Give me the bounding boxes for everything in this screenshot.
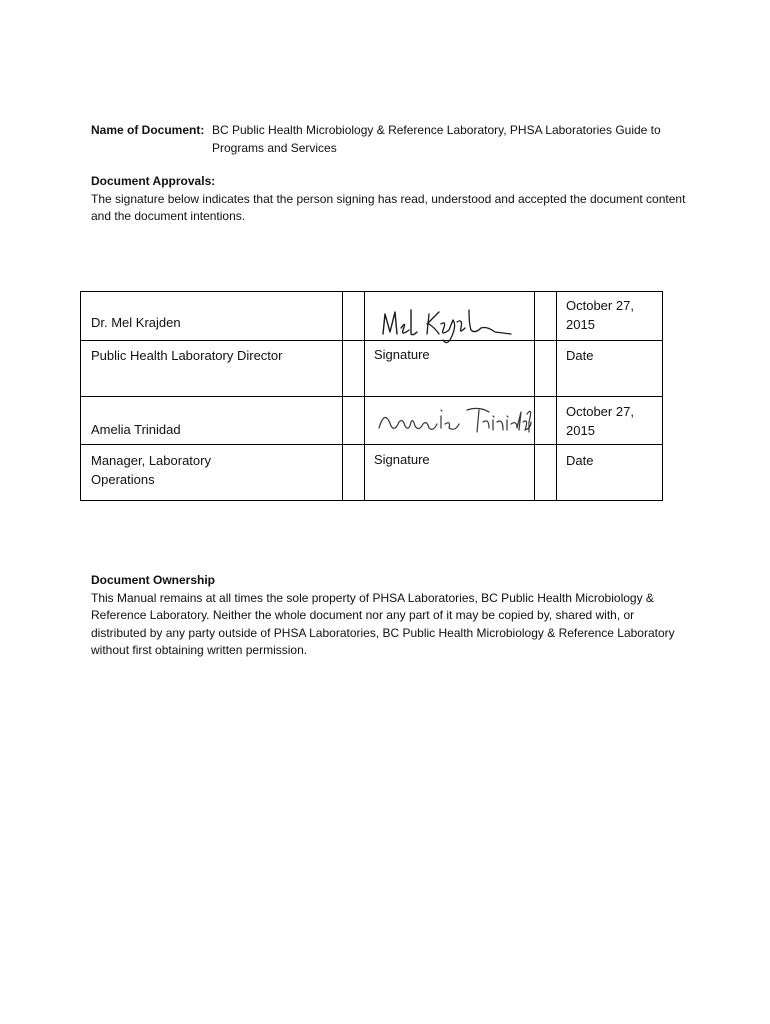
signature-date-line: 2015 <box>566 423 595 438</box>
signature-caption: Signature <box>374 347 430 362</box>
signatory-title-line: Manager, Laboratory <box>91 453 211 468</box>
signature-caption: Signature <box>374 452 430 467</box>
ownership-block <box>91 572 716 660</box>
signatory-title: Public Health Laboratory Director <box>91 348 283 363</box>
approvals-description-line: The signature below indicates that the person signing has read, understood and accepted the document content <box>91 191 686 206</box>
document-name-block <box>91 122 731 157</box>
document-name-label: Name of Document: <box>91 123 205 137</box>
signature-date-line: October 27, <box>566 404 634 419</box>
signature-date-line: October 27, <box>566 298 634 313</box>
signature-date-line: 2015 <box>566 317 595 332</box>
document-name-line: Programs and Services <box>212 140 337 155</box>
date-caption: Date <box>566 453 594 468</box>
table-divider <box>81 396 662 397</box>
signatory-title-line: Operations <box>91 472 155 487</box>
ownership-text-line: This Manual remains at all times the sole property of PHSA Laboratories, BC Public Health Microbiology & <box>91 590 654 605</box>
ownership-text-line: without first obtaining written permission. <box>91 643 308 657</box>
approval-table <box>80 291 663 501</box>
table-divider <box>81 444 662 445</box>
document-name-value <box>212 122 731 157</box>
signatory-title <box>91 451 211 489</box>
signature-amelia-trinidad <box>375 402 535 442</box>
approvals-heading: Document Approvals: <box>91 174 216 188</box>
document-name-line: BC Public Health Microbiology & Reference Laboratory, PHSA Laboratories Guide to <box>212 123 661 137</box>
ownership-heading: Document Ownership <box>91 573 216 587</box>
ownership-text-line: distributed by any party outside of PHSA Laboratories, BC Public Health Microbiology & Reference Laboratory <box>91 625 675 640</box>
ownership-text-line: Reference Laboratory. Neither the whole document nor any part of it may be copied by, shared with, or <box>91 608 635 622</box>
signature-date <box>566 402 634 440</box>
signature-date <box>566 296 634 334</box>
signature-mel-krajden <box>377 304 517 350</box>
date-caption: Date <box>566 348 594 363</box>
signatory-name: Dr. Mel Krajden <box>91 315 181 330</box>
signatory-name: Amelia Trinidad <box>91 422 181 437</box>
approvals-block <box>91 173 731 226</box>
approvals-description-line: and the document intentions. <box>91 209 246 223</box>
table-divider <box>81 340 662 341</box>
